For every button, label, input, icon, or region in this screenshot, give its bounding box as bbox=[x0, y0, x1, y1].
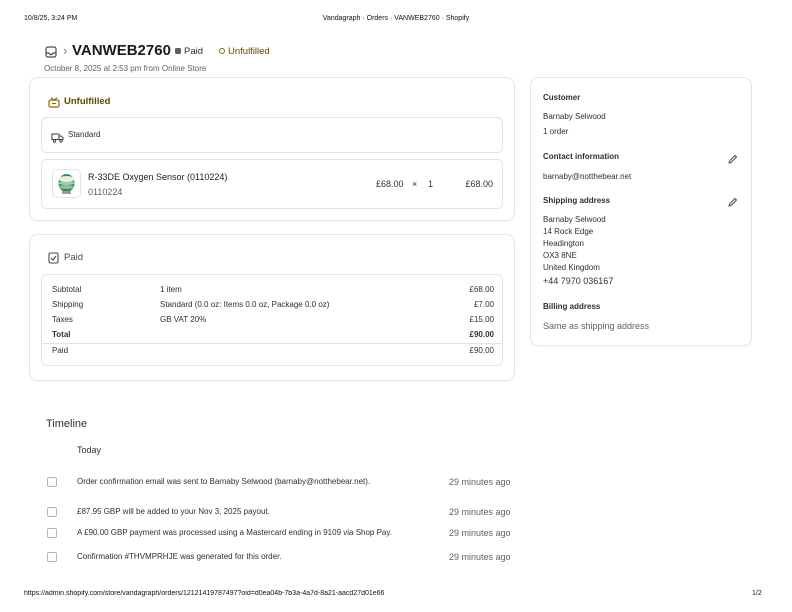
subtotal-amount: £68.00 bbox=[469, 285, 494, 294]
oxygen-sensor-image bbox=[53, 170, 80, 197]
timeline-event-marker bbox=[47, 528, 57, 538]
delivery-method-label: Standard bbox=[68, 130, 101, 139]
shipping-phone[interactable]: +44 7970 036167 bbox=[543, 276, 614, 286]
line-item-name[interactable]: R-33DE Oxygen Sensor (0110224) bbox=[88, 172, 228, 182]
timeline-event-time: 29 minutes ago bbox=[449, 477, 511, 487]
line-item-quantity: 1 bbox=[428, 179, 434, 189]
timeline-event-text[interactable]: Confirmation #THVMPRHJE was generated for this order. bbox=[77, 552, 282, 561]
summary-divider bbox=[42, 343, 502, 344]
taxes-amount: £15.00 bbox=[469, 315, 494, 324]
shipping-address-line-town: Headington bbox=[543, 239, 584, 248]
fulfillment-status-badge bbox=[215, 45, 275, 58]
timeline-event-marker bbox=[47, 477, 57, 487]
billing-address-value: Same as shipping address bbox=[543, 321, 650, 331]
timeline-event-marker bbox=[47, 507, 57, 517]
timeline-event-time: 29 minutes ago bbox=[449, 552, 511, 562]
fulfillment-status-label: Unfulfilled bbox=[228, 46, 270, 57]
timeline-event-time: 29 minutes ago bbox=[449, 528, 511, 538]
unfulfilled-circle-icon bbox=[219, 48, 225, 54]
billing-address-heading: Billing address bbox=[543, 302, 601, 311]
print-page-title: Vandagraph · Orders · VANWEB2760 · Shopify bbox=[322, 15, 470, 22]
receipt-check-icon bbox=[48, 251, 59, 269]
order-subtitle: October 8, 2025 at 2:53 pm from Online Store bbox=[44, 64, 207, 73]
unfulfilled-package-icon bbox=[48, 95, 60, 113]
inbox-icon[interactable] bbox=[45, 45, 57, 63]
payment-summary-box bbox=[41, 274, 503, 366]
shipping-address-line-street: 14 Rock Edge bbox=[543, 227, 594, 236]
line-item-unit-price: £68.00 bbox=[376, 179, 404, 189]
payment-status-label: Paid bbox=[184, 46, 204, 57]
paid-label: Paid bbox=[52, 346, 69, 355]
line-item-times-sign: × bbox=[412, 179, 418, 189]
subtotal-label: Subtotal bbox=[52, 285, 82, 294]
subtotal-detail: 1 item bbox=[160, 285, 182, 294]
payment-card-title: Paid bbox=[64, 252, 84, 263]
customer-heading: Customer bbox=[543, 93, 581, 102]
delivery-method-box bbox=[41, 117, 503, 153]
taxes-label: Taxes bbox=[52, 315, 73, 324]
shipping-address-line-postcode: OX3 8NE bbox=[543, 251, 577, 260]
shipping-amount: £7.00 bbox=[473, 300, 494, 309]
print-datetime: 10/8/25, 3:24 PM bbox=[24, 15, 78, 22]
shipping-address-heading: Shipping address bbox=[543, 196, 611, 205]
total-amount: £90.00 bbox=[469, 330, 494, 339]
contact-info-heading: Contact information bbox=[543, 152, 619, 161]
contact-email[interactable]: barnaby@notthebear.net bbox=[543, 172, 632, 181]
payment-card bbox=[29, 234, 515, 381]
shipping-detail: Standard (0.0 oz: Items 0.0 oz, Package 0.0 oz) bbox=[160, 300, 330, 309]
line-item-box bbox=[41, 159, 503, 209]
shipping-label: Shipping bbox=[52, 300, 84, 309]
timeline-event-text[interactable]: £87.95 GBP will be added to your Nov 3, 2025 payout. bbox=[77, 507, 270, 516]
customer-order-count[interactable]: 1 order bbox=[543, 127, 569, 136]
breadcrumb-chevron-icon: › bbox=[63, 43, 68, 58]
timeline-event-text[interactable]: A £90.00 GBP payment was processed using a Mastercard ending in 9109 via Shop Pay. bbox=[77, 528, 393, 537]
truck-icon bbox=[51, 130, 64, 148]
product-thumbnail[interactable] bbox=[52, 169, 81, 198]
shipping-address-line-name: Barnaby Selwood bbox=[543, 215, 606, 224]
paid-dot-icon bbox=[175, 48, 181, 54]
line-item-sku: 0110224 bbox=[88, 187, 123, 197]
timeline-event-time: 29 minutes ago bbox=[449, 507, 511, 517]
fulfillment-card bbox=[29, 77, 515, 221]
timeline-day-label: Today bbox=[77, 445, 102, 455]
customer-name[interactable]: Barnaby Selwood bbox=[543, 112, 606, 121]
payment-status-badge bbox=[171, 45, 208, 58]
timeline-event-text[interactable]: Order confirmation email was sent to Barnaby Selwood (barnaby@notthebear.net). bbox=[77, 477, 371, 486]
print-page-number: 1/2 bbox=[752, 590, 762, 597]
edit-contact-pencil-icon[interactable] bbox=[727, 152, 738, 170]
customer-card bbox=[530, 77, 752, 346]
line-item-total: £68.00 bbox=[465, 179, 493, 189]
timeline-title: Timeline bbox=[46, 418, 88, 430]
paid-amount: £90.00 bbox=[469, 346, 494, 355]
timeline-event-marker bbox=[47, 552, 57, 562]
print-footer-url: https://admin.shopify.com/store/vandagraph/orders/12121419787497?oid=d0ea04b-7b3a-4a7d-8a21-aacd27d01e66 bbox=[24, 590, 385, 597]
taxes-detail: GB VAT 20% bbox=[160, 315, 207, 324]
edit-shipping-pencil-icon[interactable] bbox=[727, 195, 738, 213]
total-label: Total bbox=[52, 330, 71, 339]
order-id-title: VANWEB2760 bbox=[72, 42, 171, 59]
fulfillment-card-title: Unfulfilled bbox=[64, 96, 111, 107]
shipping-address-line-country: United Kingdom bbox=[543, 263, 600, 272]
